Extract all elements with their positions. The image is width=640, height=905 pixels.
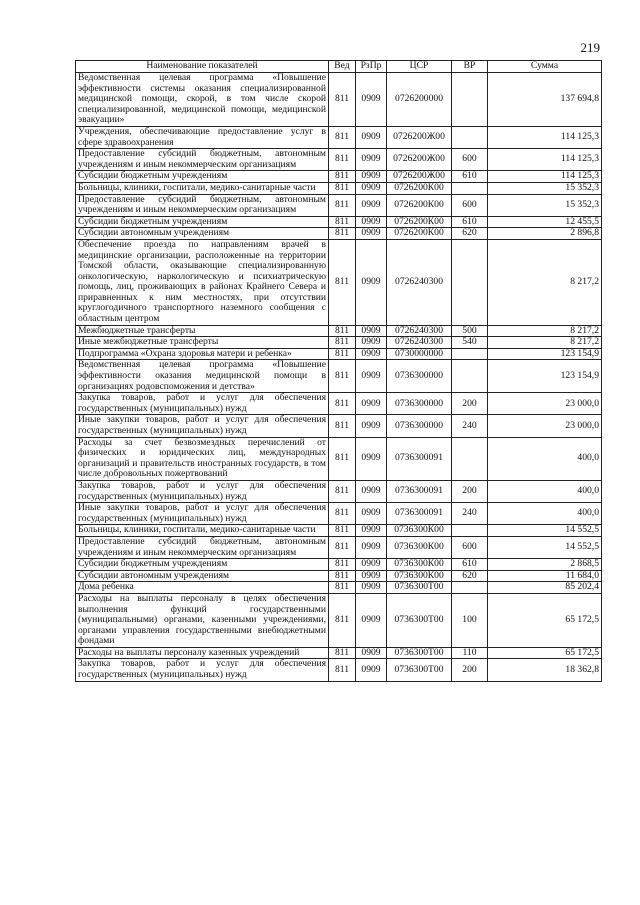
cell-name: Субсидии автономным учреждениям	[76, 570, 329, 582]
cell-vr	[452, 360, 488, 393]
cell-csr: 0736300091	[387, 437, 452, 480]
cell-name: Учреждения, обеспечивающие предоставление услуг в сфере здравоохранения	[76, 126, 329, 148]
cell-sum: 400,0	[488, 480, 602, 502]
cell-csr: 0726200Ж00	[387, 149, 452, 171]
table-row	[76, 73, 602, 127]
cell-rzpr: 0909	[356, 659, 387, 681]
cell-vr: 240	[452, 503, 488, 525]
cell-rzpr: 0909	[356, 536, 387, 558]
cell-csr: 0736300000	[387, 415, 452, 437]
cell-rzpr: 0909	[356, 480, 387, 502]
cell-vr	[452, 348, 488, 360]
cell-vr: 240	[452, 415, 488, 437]
cell-ved: 811	[329, 593, 356, 647]
cell-rzpr: 0909	[356, 647, 387, 659]
table-row	[76, 239, 602, 325]
cell-ved: 811	[329, 171, 356, 183]
cell-rzpr: 0909	[356, 348, 387, 360]
cell-name: Расходы на выплаты персоналу в целях обеспечения выполнения функций государственными (муниципальными) органами, казенными учреждениями, органами управления государственными внебюджетными фондами	[76, 593, 329, 647]
cell-name: Межбюджетные трансферты	[76, 325, 329, 337]
cell-sum: 8 217,2	[488, 325, 602, 337]
cell-csr: 0726200К00	[387, 194, 452, 216]
header-sum: Сумма	[488, 61, 602, 73]
cell-rzpr: 0909	[356, 570, 387, 582]
cell-ved: 811	[329, 393, 356, 415]
cell-rzpr: 0909	[356, 360, 387, 393]
cell-vr: 200	[452, 659, 488, 681]
table-row	[76, 647, 602, 659]
cell-ved: 811	[329, 325, 356, 337]
cell-name: Субсидии бюджетным учреждениям	[76, 216, 329, 228]
cell-ved: 811	[329, 126, 356, 148]
cell-ved: 811	[329, 536, 356, 558]
cell-csr: 0726240300	[387, 337, 452, 349]
cell-csr: 0736300Т00	[387, 593, 452, 647]
table-row	[76, 337, 602, 349]
table-row	[76, 559, 602, 571]
cell-name: Расходы за счет безвозмездных перечислений от физических и юридических лиц, международных организаций и правительств иностранных государств, в том числе добровольных пожертвований	[76, 437, 329, 480]
cell-csr: 0736300091	[387, 480, 452, 502]
cell-vr: 610	[452, 171, 488, 183]
cell-vr: 540	[452, 337, 488, 349]
table-row	[76, 228, 602, 240]
cell-sum: 15 352,3	[488, 194, 602, 216]
cell-vr: 600	[452, 536, 488, 558]
cell-csr: 0736300Т00	[387, 659, 452, 681]
cell-ved: 811	[329, 228, 356, 240]
cell-sum: 2 896,8	[488, 228, 602, 240]
cell-csr: 0736300К00	[387, 536, 452, 558]
cell-vr: 110	[452, 647, 488, 659]
cell-ved: 811	[329, 559, 356, 571]
cell-ved: 811	[329, 239, 356, 325]
cell-vr: 610	[452, 216, 488, 228]
cell-csr: 0726200Ж00	[387, 171, 452, 183]
cell-rzpr: 0909	[356, 126, 387, 148]
cell-name: Предоставление субсидий бюджетным, автономным учреждениям и иным некоммерческим организациям	[76, 194, 329, 216]
page-number: 219	[580, 40, 600, 55]
cell-ved: 811	[329, 216, 356, 228]
table-row	[76, 582, 602, 594]
cell-name: Больницы, клиники, госпитали, медико-санитарные части	[76, 182, 329, 194]
cell-sum: 400,0	[488, 437, 602, 480]
cell-rzpr: 0909	[356, 503, 387, 525]
cell-rzpr: 0909	[356, 239, 387, 325]
cell-name: Иные межбюджетные трансферты	[76, 337, 329, 349]
cell-vr	[452, 239, 488, 325]
cell-name: Субсидии бюджетным учреждениям	[76, 559, 329, 571]
cell-rzpr: 0909	[356, 525, 387, 537]
cell-csr: 0726200000	[387, 73, 452, 127]
cell-csr: 0736300000	[387, 393, 452, 415]
cell-name: Дома ребенка	[76, 582, 329, 594]
cell-ved: 811	[329, 437, 356, 480]
cell-sum: 114 125,3	[488, 171, 602, 183]
table-row	[76, 536, 602, 558]
table-row	[76, 659, 602, 681]
cell-rzpr: 0909	[356, 559, 387, 571]
cell-sum: 137 694,8	[488, 73, 602, 127]
cell-sum: 11 684,0	[488, 570, 602, 582]
budget-table	[75, 60, 602, 682]
cell-vr	[452, 182, 488, 194]
table-header-row	[76, 61, 602, 73]
cell-ved: 811	[329, 659, 356, 681]
cell-ved: 811	[329, 480, 356, 502]
cell-name: Закупка товаров, работ и услуг для обеспечения государственных (муниципальных) нужд	[76, 480, 329, 502]
table-row	[76, 437, 602, 480]
cell-csr: 0726200К00	[387, 216, 452, 228]
header-rzpr: РзПр	[356, 61, 387, 73]
cell-sum: 114 125,3	[488, 149, 602, 171]
cell-name: Подпрограмма «Охрана здоровья матери и ребенка»	[76, 348, 329, 360]
cell-vr: 620	[452, 570, 488, 582]
cell-name: Закупка товаров, работ и услуг для обеспечения государственных (муниципальных) нужд	[76, 659, 329, 681]
cell-rzpr: 0909	[356, 194, 387, 216]
cell-rzpr: 0909	[356, 216, 387, 228]
cell-rzpr: 0909	[356, 582, 387, 594]
cell-sum: 2 868,5	[488, 559, 602, 571]
table-row	[76, 149, 602, 171]
cell-ved: 811	[329, 73, 356, 127]
cell-name: Субсидии бюджетным учреждениям	[76, 171, 329, 183]
cell-name: Предоставление субсидий бюджетным, автономным учреждениям и иным некоммерческим организациям	[76, 149, 329, 171]
table-row	[76, 393, 602, 415]
cell-rzpr: 0909	[356, 593, 387, 647]
cell-rzpr: 0909	[356, 73, 387, 127]
cell-ved: 811	[329, 348, 356, 360]
cell-ved: 811	[329, 182, 356, 194]
cell-csr: 0736300091	[387, 503, 452, 525]
cell-name: Иные закупки товаров, работ и услуг для обеспечения государственных (муниципальных) нужд	[76, 503, 329, 525]
cell-csr: 0736300Т00	[387, 647, 452, 659]
header-vr: ВР	[452, 61, 488, 73]
cell-sum: 12 455,5	[488, 216, 602, 228]
table-row	[76, 360, 602, 393]
table-row	[76, 480, 602, 502]
table-row	[76, 126, 602, 148]
cell-sum: 14 552,5	[488, 536, 602, 558]
table-row	[76, 194, 602, 216]
cell-vr	[452, 437, 488, 480]
table-body	[76, 73, 602, 682]
cell-csr: 0736300К00	[387, 559, 452, 571]
cell-name: Ведомственная целевая программа «Повышение эффективности системы оказания специализированной медицинской помощи, скорой, в том числе скорой специализированной, медицинской помощи, медицинской эвакуации»	[76, 73, 329, 127]
cell-sum: 23 000,0	[488, 393, 602, 415]
cell-csr: 0726200К00	[387, 228, 452, 240]
cell-sum: 114 125,3	[488, 126, 602, 148]
cell-ved: 811	[329, 582, 356, 594]
cell-name: Предоставление субсидий бюджетным, автономным учреждениям и иным некоммерческим организациям	[76, 536, 329, 558]
cell-csr: 0736300К00	[387, 525, 452, 537]
cell-sum: 8 217,2	[488, 239, 602, 325]
table-row	[76, 503, 602, 525]
cell-csr: 0726240300	[387, 325, 452, 337]
cell-name: Расходы на выплаты персоналу казенных учреждений	[76, 647, 329, 659]
table-row	[76, 325, 602, 337]
cell-csr: 0736300Т00	[387, 582, 452, 594]
cell-csr: 0726240300	[387, 239, 452, 325]
cell-ved: 811	[329, 503, 356, 525]
cell-ved: 811	[329, 647, 356, 659]
cell-vr: 620	[452, 228, 488, 240]
cell-vr: 200	[452, 480, 488, 502]
cell-ved: 811	[329, 360, 356, 393]
cell-sum: 123 154,9	[488, 360, 602, 393]
cell-sum: 85 202,4	[488, 582, 602, 594]
cell-vr	[452, 582, 488, 594]
cell-ved: 811	[329, 525, 356, 537]
table-row	[76, 415, 602, 437]
cell-sum: 123 154,9	[488, 348, 602, 360]
table-row	[76, 171, 602, 183]
cell-csr: 0726200К00	[387, 182, 452, 194]
header-name: Наименование показателей	[76, 61, 329, 73]
cell-vr	[452, 525, 488, 537]
table-row	[76, 593, 602, 647]
cell-ved: 811	[329, 415, 356, 437]
cell-vr: 600	[452, 149, 488, 171]
cell-sum: 15 352,3	[488, 182, 602, 194]
cell-rzpr: 0909	[356, 228, 387, 240]
cell-sum: 18 362,8	[488, 659, 602, 681]
cell-rzpr: 0909	[356, 325, 387, 337]
cell-csr: 0736300К00	[387, 570, 452, 582]
cell-name: Больницы, клиники, госпитали, медико-санитарные части	[76, 525, 329, 537]
cell-vr: 500	[452, 325, 488, 337]
table-row	[76, 216, 602, 228]
cell-csr: 0730000000	[387, 348, 452, 360]
cell-csr: 0736300000	[387, 360, 452, 393]
table-row	[76, 525, 602, 537]
cell-name: Субсидии автономным учреждениям	[76, 228, 329, 240]
cell-vr: 200	[452, 393, 488, 415]
cell-sum: 65 172,5	[488, 593, 602, 647]
cell-rzpr: 0909	[356, 182, 387, 194]
cell-vr: 610	[452, 559, 488, 571]
cell-rzpr: 0909	[356, 337, 387, 349]
cell-rzpr: 0909	[356, 149, 387, 171]
cell-rzpr: 0909	[356, 171, 387, 183]
cell-sum: 65 172,5	[488, 647, 602, 659]
header-ved: Вед	[329, 61, 356, 73]
cell-name: Обеспечение проезда по направлениям врачей в медицинские организации, расположенные на территории Томской области, оказывающие специализированную онкологическую, наркологическую и психиатрическую помощь, лиц, проживающих в районах Крайнего Севера и приравненных к ним местностях, при отсутствии круглогодичного транспортного наземного сообщения с областным центром	[76, 239, 329, 325]
cell-vr	[452, 73, 488, 127]
cell-vr: 100	[452, 593, 488, 647]
cell-sum: 400,0	[488, 503, 602, 525]
cell-sum: 23 000,0	[488, 415, 602, 437]
cell-rzpr: 0909	[356, 415, 387, 437]
cell-ved: 811	[329, 149, 356, 171]
cell-rzpr: 0909	[356, 393, 387, 415]
cell-rzpr: 0909	[356, 437, 387, 480]
cell-csr: 0726200Ж00	[387, 126, 452, 148]
cell-ved: 811	[329, 570, 356, 582]
cell-name: Иные закупки товаров, работ и услуг для обеспечения государственных (муниципальных) нужд	[76, 415, 329, 437]
cell-sum: 8 217,2	[488, 337, 602, 349]
cell-vr: 600	[452, 194, 488, 216]
header-csr: ЦСР	[387, 61, 452, 73]
table-row	[76, 570, 602, 582]
cell-ved: 811	[329, 194, 356, 216]
cell-ved: 811	[329, 337, 356, 349]
cell-name: Ведомственная целевая программа «Повышение эффективности оказания медицинской помощи в организациях родовспоможения и детства»	[76, 360, 329, 393]
table-row	[76, 182, 602, 194]
table-row	[76, 348, 602, 360]
cell-vr	[452, 126, 488, 148]
cell-name: Закупка товаров, работ и услуг для обеспечения государственных (муниципальных) нужд	[76, 393, 329, 415]
cell-sum: 14 552,5	[488, 525, 602, 537]
